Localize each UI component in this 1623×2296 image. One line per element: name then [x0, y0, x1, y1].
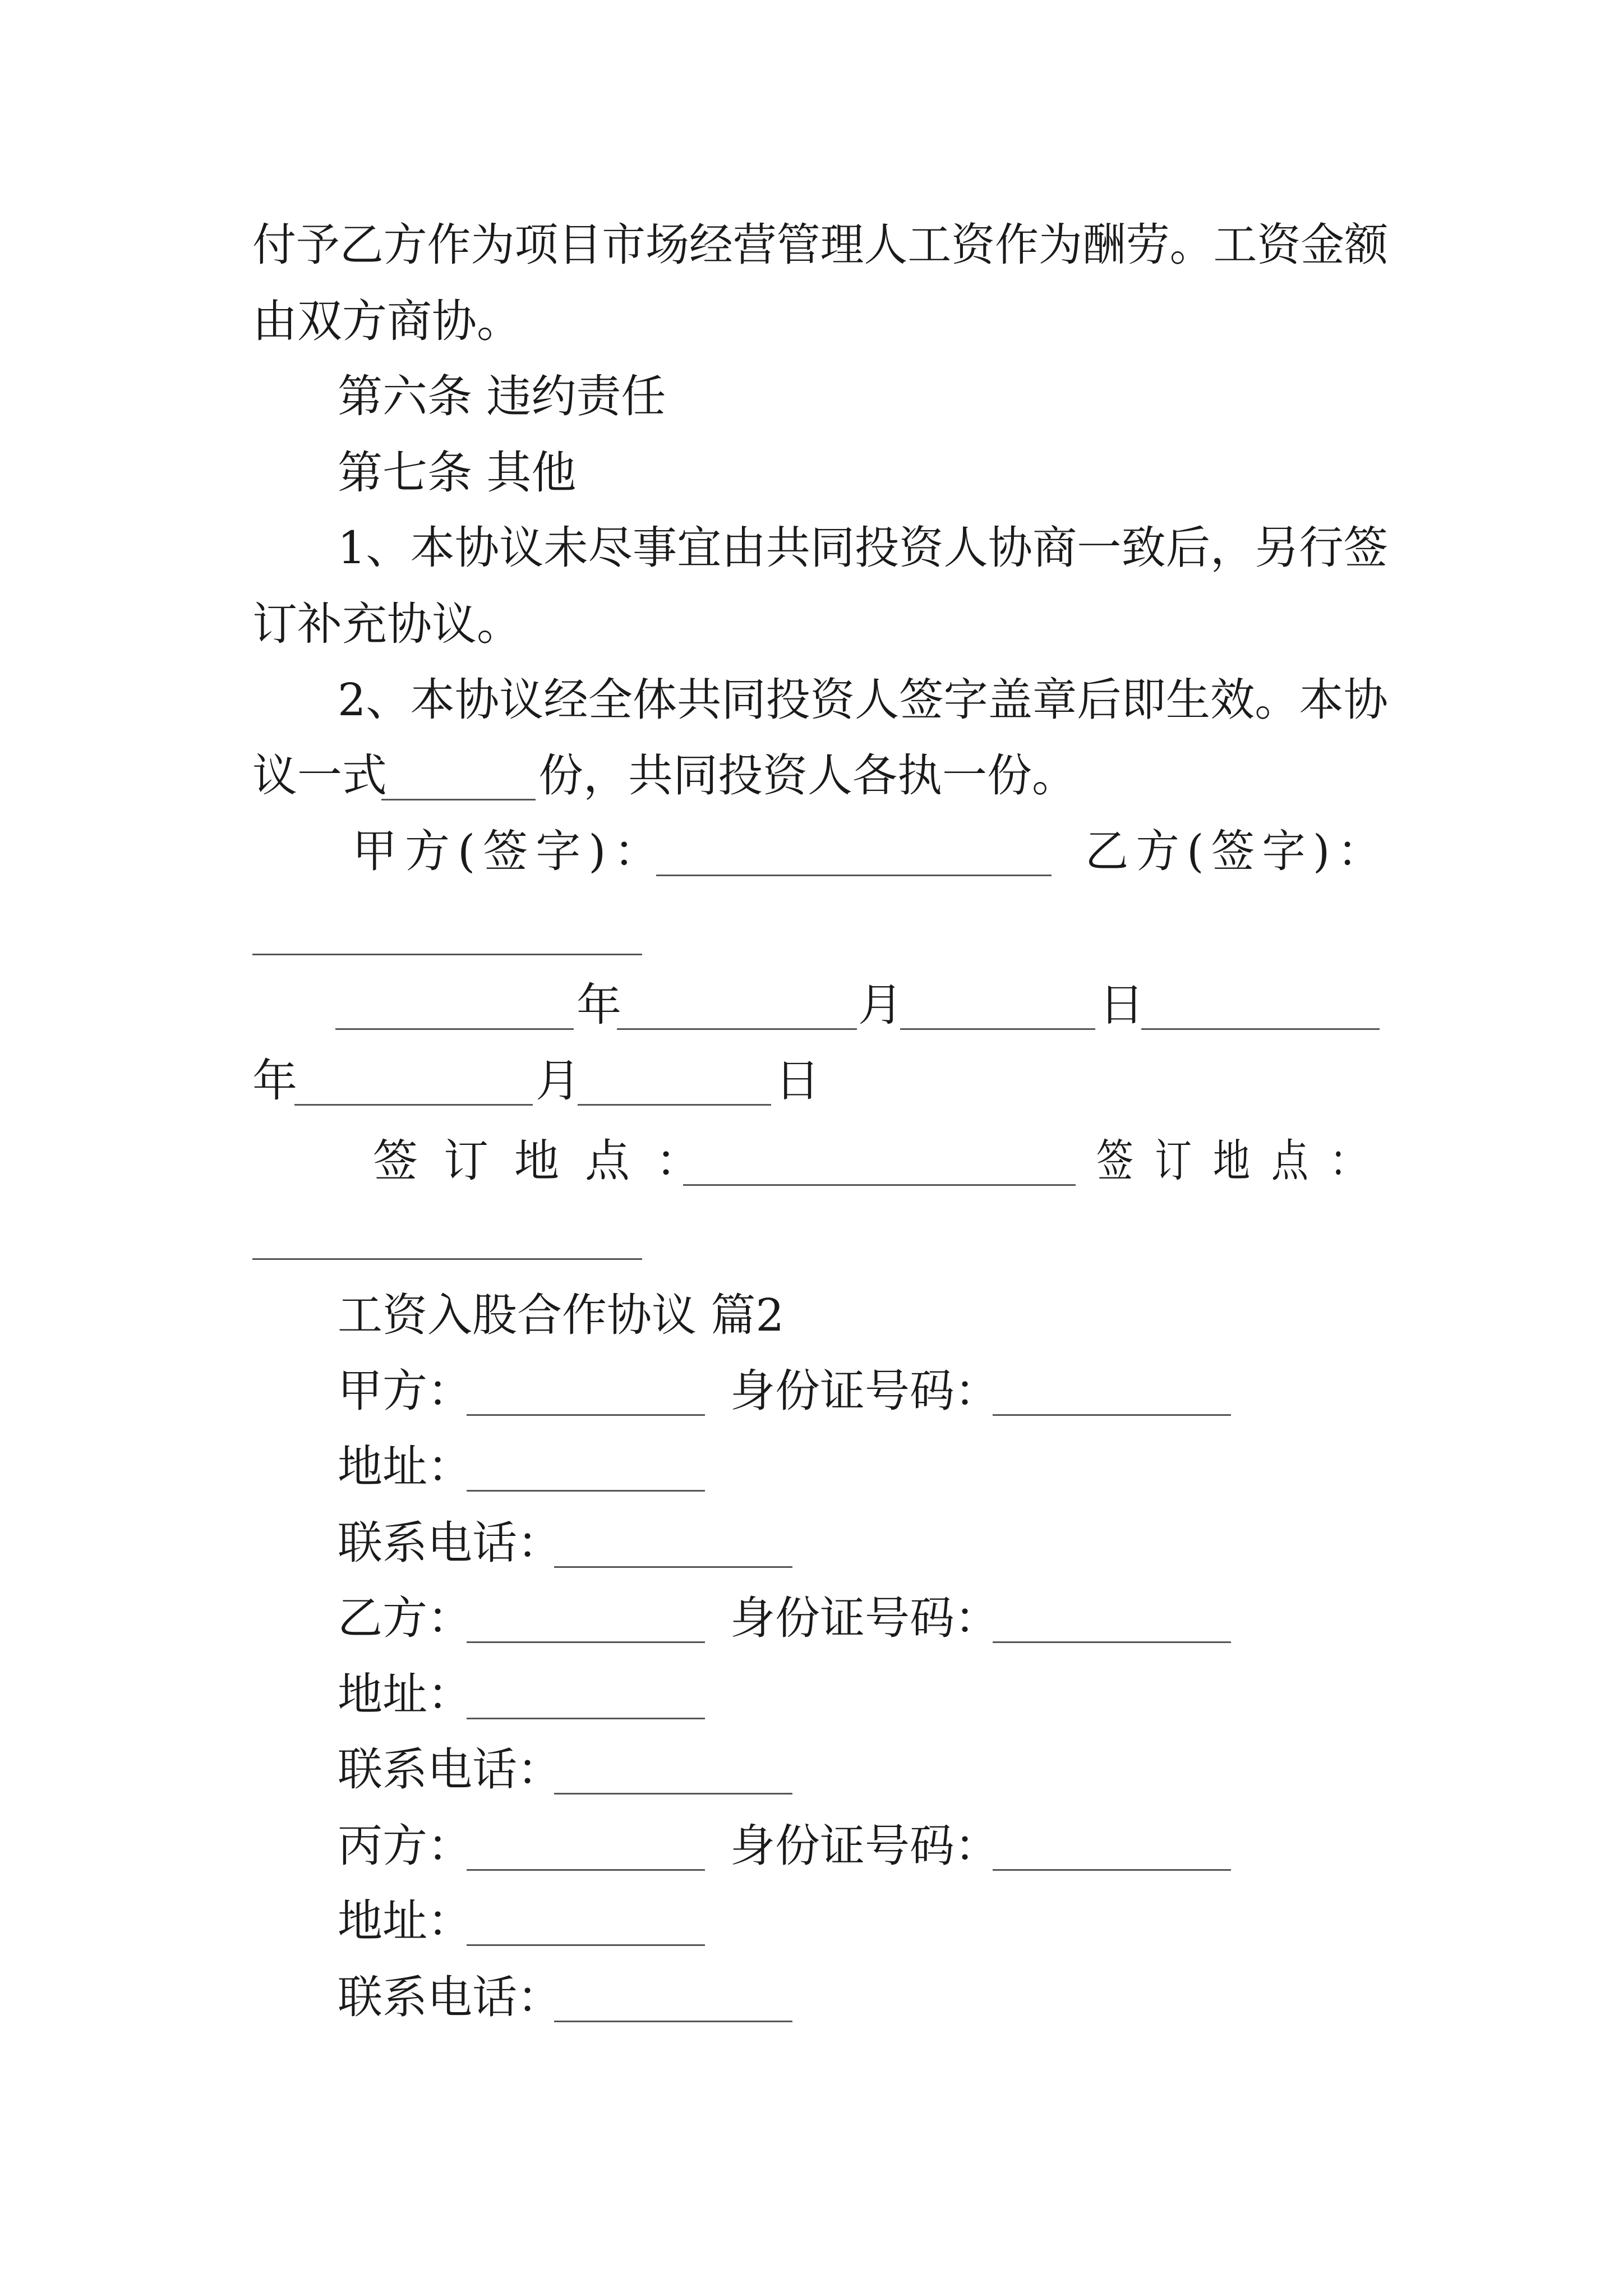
paragraph-text: 份，共同投资人各执一份。 — [538, 749, 1077, 802]
party-b-address-blank[interactable] — [467, 1718, 705, 1719]
article-six-heading — [0, 366, 1623, 427]
party-a-id-label: 身份证号码： — [730, 1365, 999, 1417]
party-a-month-blank[interactable] — [617, 1028, 857, 1030]
paragraph-text: 2、本协议经全体共同投资人签字盖章后即生效。本协 — [338, 674, 1388, 726]
date-day-label: 日 — [775, 1055, 820, 1107]
date-year-label: 年 — [577, 979, 621, 1031]
copies-blank[interactable] — [381, 799, 536, 800]
paragraph-text: 1、本协议未尽事宜由共同投资人协商一致后，另行签 — [338, 522, 1388, 574]
date-line — [0, 974, 1623, 1036]
party-b-id-blank[interactable] — [993, 1641, 1231, 1643]
party-a-name-blank[interactable] — [467, 1414, 705, 1416]
heading-text: 第六条 违约责任 — [338, 370, 666, 422]
item-two-line-2 — [0, 745, 1623, 807]
party-b-address-row — [0, 1664, 1623, 1726]
item-two-line-1 — [0, 669, 1623, 731]
party-b-phone-row — [0, 1739, 1623, 1801]
party-b-address-label: 地址： — [338, 1668, 472, 1720]
item-one-line-1 — [0, 517, 1623, 579]
date-day-label: 日 — [1099, 979, 1144, 1031]
item-one-line-2 — [0, 593, 1623, 655]
party-c-name-blank[interactable] — [467, 1869, 705, 1871]
party-a-year-blank[interactable] — [335, 1028, 574, 1030]
signing-place-blank-b[interactable] — [252, 1258, 642, 1260]
party-a-id-blank[interactable] — [993, 1414, 1231, 1416]
party-a-phone-label: 联系电话： — [338, 1517, 562, 1569]
party-c-address-label: 地址： — [338, 1895, 472, 1947]
party-c-id-label: 身份证号码： — [730, 1820, 999, 1872]
paragraph-text: 付予乙方作为项目市场经营管理人工资作为酬劳。工资金额 — [252, 219, 1389, 271]
party-a-day-blank[interactable] — [900, 1028, 1095, 1030]
party-c-address-blank[interactable] — [467, 1944, 705, 1946]
signature-line — [0, 821, 1623, 882]
party-b-month-blank[interactable] — [294, 1104, 533, 1106]
party-a-phone-blank[interactable] — [554, 1566, 792, 1568]
heading-text: 第七条 其他 — [338, 447, 577, 499]
date-line-continued — [0, 1050, 1623, 1112]
party-c-phone-blank[interactable] — [554, 2021, 792, 2022]
article-seven-heading — [0, 442, 1623, 504]
date-month-label: 月 — [858, 979, 903, 1031]
date-year-label: 年 — [252, 1055, 297, 1107]
part-two-title-text: 工资入股合作协议 篇2 — [338, 1289, 785, 1341]
party-b-phone-label: 联系电话： — [338, 1743, 562, 1796]
paragraph-text: 议一式 — [252, 749, 387, 802]
signing-place-label-b: 签订地点： — [1096, 1135, 1389, 1187]
party-b-signature-label: 乙方(签字)： — [1085, 825, 1389, 877]
party-a-address-label: 地址： — [338, 1441, 472, 1493]
part-two-title — [0, 1285, 1623, 1346]
party-b-row — [0, 1588, 1623, 1649]
party-b-name-blank[interactable] — [467, 1641, 705, 1643]
signing-place-label-a: 签订地点： — [373, 1135, 726, 1187]
party-b-id-label: 身份证号码： — [730, 1592, 999, 1644]
party-a-address-row — [0, 1436, 1623, 1498]
party-a-signature-blank[interactable] — [656, 875, 1052, 876]
party-a-row — [0, 1360, 1623, 1422]
signing-place-line — [0, 1130, 1623, 1192]
party-c-label: 丙方： — [338, 1820, 472, 1872]
party-a-address-blank[interactable] — [467, 1490, 705, 1492]
party-c-row — [0, 1815, 1623, 1877]
party-a-signature-label: 甲方(签字)： — [352, 825, 667, 877]
party-b-signature-blank[interactable] — [252, 954, 642, 955]
party-c-phone-row — [0, 1967, 1623, 2028]
party-b-day-blank[interactable] — [578, 1104, 771, 1106]
party-c-id-blank[interactable] — [993, 1869, 1231, 1871]
party-c-address-row — [0, 1890, 1623, 1952]
party-b-label: 乙方： — [338, 1592, 472, 1644]
party-a-phone-row — [0, 1512, 1623, 1574]
party-a-label: 甲方： — [338, 1365, 472, 1417]
date-month-label: 月 — [536, 1055, 580, 1107]
paragraph-salary-line-2 — [0, 291, 1623, 352]
party-b-year-blank[interactable] — [1141, 1028, 1380, 1030]
party-b-phone-blank[interactable] — [554, 1793, 792, 1795]
signing-place-blank-a[interactable] — [683, 1184, 1076, 1186]
paragraph-salary-line-1 — [0, 214, 1623, 276]
paragraph-text: 由双方商协。 — [252, 295, 522, 347]
party-c-phone-label: 联系电话： — [338, 1971, 562, 2023]
paragraph-text: 订补充协议。 — [252, 598, 522, 650]
